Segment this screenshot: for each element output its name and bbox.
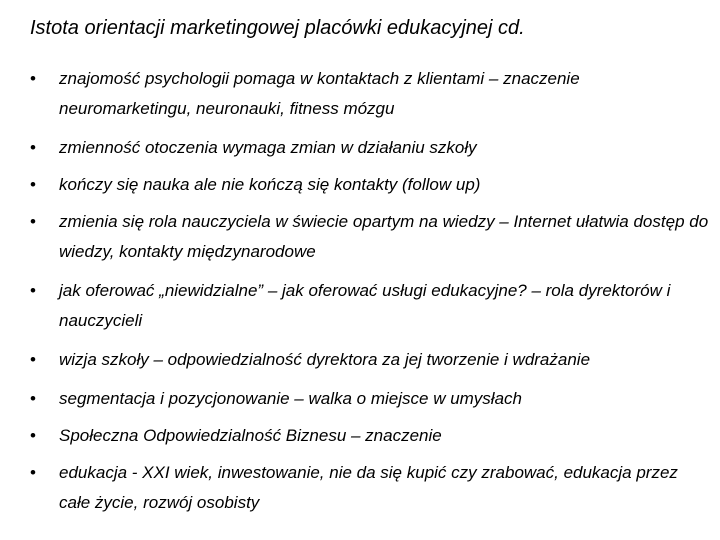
- bullet-text: wizja szkoły – odpowiedzialność dyrektora za jej tworzenie i wdrażanie: [59, 350, 591, 369]
- bullet-text: Społeczna Odpowiedzialność Biznesu – znaczenie: [59, 426, 442, 445]
- bullet-icon: •: [30, 212, 36, 231]
- bullet-icon: •: [30, 463, 36, 482]
- bullet-item: [30, 64, 710, 124]
- bullet-icon: •: [30, 69, 36, 88]
- bullet-text: zmienność otoczenia wymaga zmian w działaniu szkoły: [59, 138, 477, 157]
- bullet-text: kończy się nauka ale nie kończą się kontakty (follow up): [59, 175, 481, 194]
- bullet-text: edukacja - XXI wiek, inwestowanie, nie da się kupić czy zrabować, edukacja przez całe życie, rozwój osobisty: [59, 463, 678, 512]
- bullet-item: [30, 384, 710, 414]
- slide-title: Istota orientacji marketingowej placówki edukacyjnej cd.: [30, 17, 525, 39]
- bullet-item: [30, 421, 710, 451]
- bullet-item: [30, 207, 710, 267]
- bullet-icon: •: [30, 350, 36, 369]
- bullet-icon: •: [30, 175, 36, 194]
- bullet-text: znajomość psychologii pomaga w kontaktach z klientami – znaczenie neuromarketingu, neuronauki, fitness mózgu: [59, 69, 580, 118]
- bullet-item: [30, 133, 710, 163]
- bullet-text: segmentacja i pozycjonowanie – walka o miejsce w umysłach: [59, 389, 522, 408]
- bullet-icon: •: [30, 281, 36, 300]
- bullet-item: [30, 458, 710, 518]
- bullet-item: [30, 345, 710, 375]
- bullet-icon: •: [30, 426, 36, 445]
- bullet-item: [30, 276, 710, 336]
- bullet-list: [30, 64, 710, 527]
- bullet-item: [30, 170, 710, 200]
- bullet-text: jak oferować „niewidzialne” – jak oferować usługi edukacyjne? – rola dyrektorów i nauczycieli: [59, 281, 671, 330]
- bullet-icon: •: [30, 138, 36, 157]
- bullet-icon: •: [30, 389, 36, 408]
- bullet-text: zmienia się rola nauczyciela w świecie opartym na wiedzy – Internet ułatwia dostęp do wiedzy, kontakty międzynarodowe: [59, 212, 709, 261]
